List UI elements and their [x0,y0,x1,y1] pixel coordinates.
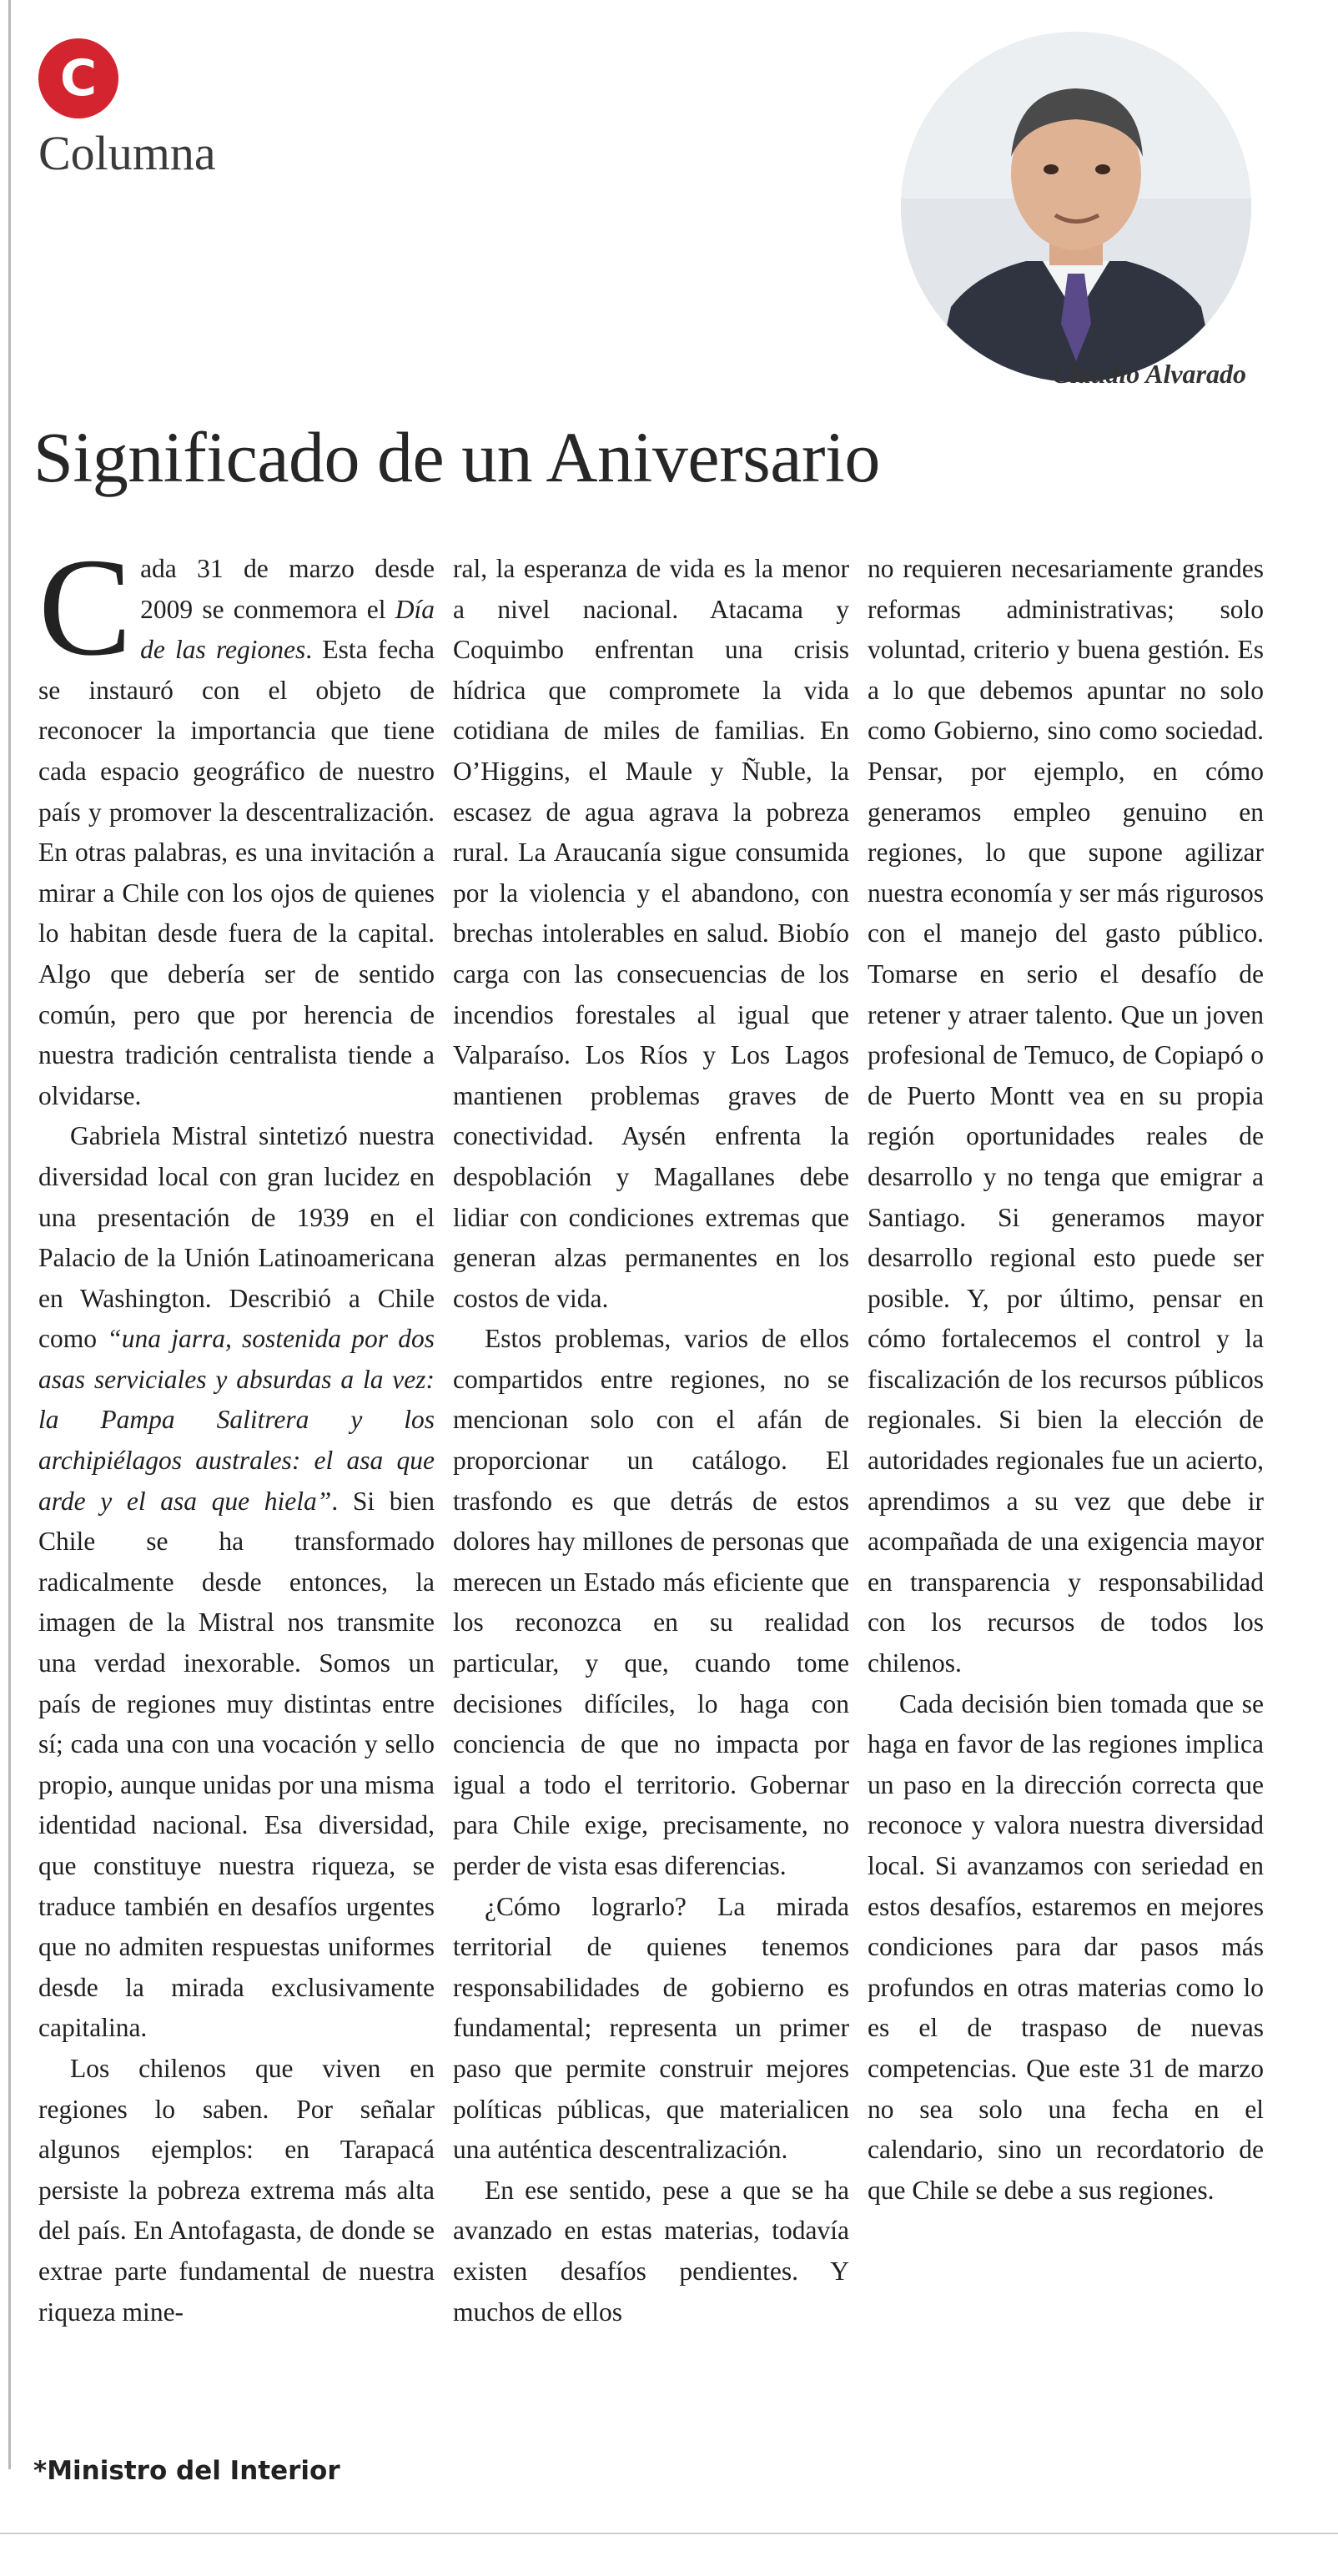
paragraph [38,1116,435,2049]
paragraph-text: ada 31 de marzo desde 2009 se conmemora el [140,554,435,624]
column-3 [868,549,1264,2332]
paragraph-text: . Esta fecha se instauró con el objeto de reconocer la importancia que tiene cada espacio geográfico de nuestro país y promover la descentralización. En otras palabras, es una invitación a mirar a Chile con los ojos de quienes lo habitan desde fuera de la capital. Algo que debería ser de sentido común, pero que por herencia de nuestra tradición centralista tiende a olvidarse. [38,635,435,1110]
emphasis-text: Día de las regiones [140,594,435,665]
author-footnote: *Ministro del Interior [33,2456,340,2486]
column-2 [453,549,849,2332]
paragraph: Estos problemas, varios de ellos compartidos entre regiones, no se mencionan solo con el afán de proporcionar un catálogo. El trasfondo es que detrás de estos dolores hay millones de personas que merecen un Estado más eficiente que los reconozca en su realidad particular, y que, cuando tome decisiones difíciles, lo haga con conciencia de que no impacta por igual a todo el territorio. Gobernar para Chile exige, precisamente, no perder de vista esas diferencias. [453,1324,849,1880]
author-name: Claudio Alvarado [1052,359,1246,389]
section-label: Columna [38,126,216,180]
drop-cap: C [38,530,133,685]
paragraph-text: Gabriela Mistral sintetizó nuestra diversidad local con gran lucidez en una presentación de 1939 en el Palacio de la Unión Latinoamericana en Washington. Describió a Chile como [38,1121,435,1354]
column-1 [38,530,435,2332]
paragraph: ral, la esperanza de vida es la menor a nivel nacional. Atacama y Coquimbo enfrentan una crisis hídrica que compromete la vida cotidiana de miles de familias. En O’Higgins, el Maule y Ñuble, la escasez de agua agrava la pobreza rural. La Araucanía sigue consumida por la violencia y el abandono, con brechas intolerables en salud. Biobío carga con las consecuencias de los incendios forestales al igual que Valparaíso. Los Ríos y Los Lagos mantienen problemas graves de conectividad. Aysén enfrenta la despoblación y Magallanes debe lidiar con condiciones extremas que generan alzas permanentes en los costos de vida. [453,554,849,1313]
left-margin-rule [8,0,11,2469]
quote-text: “una jarra, sostenida por dos asas serviciales y absurdas a la vez: la Pampa Salitrera y los archipiélagos australes: el asa que arde y el asa que hiela” [38,1324,435,1516]
paragraph-text: . Si bien Chile se ha transformado radicalmente desde entonces, la imagen de la Mistral nos transmite una verdad inexorable. Somos un país de regiones muy distintas entre sí; cada una con una vocación y sello propio, aunque unidas por una misma identidad nacional. Esa diversidad, que constituye nuestra riqueza, se traduce también en desafíos urgentes que no admiten respuestas uniformes desde la mirada exclusivamente capitalina. [38,1486,435,2043]
paragraph: Cada decisión bien tomada que se haga en favor de las regiones implica un paso en la dirección correcta que reconoce y valora nuestra diversidad local. Si avanzamos con seriedad en estos desafíos, estaremos en mejores condiciones para dar pasos más profundos en otras materias como lo es el de traspaso de nuevas competencias. Que este 31 de marzo no sea solo una fecha en el calendario, sino un recordatorio de que Chile se debe a sus regiones. [868,1688,1264,2205]
paragraph: ¿Cómo lograrlo? La mirada territorial de quienes tenemos responsabilidades de gobierno es fundamental; representa un primer paso que permite construir mejores políticas públicas, que materialicen una auténtica descentralización. [453,1891,849,2165]
paragraph: Los chilenos que viven en regiones lo saben. Por señalar algunos ejemplos: en Tarapacá persiste la pobreza extrema más alta del país. En Antofagasta, de donde se extrae parte fundamental de nuestra riqueza mine- [38,2053,435,2327]
paragraph: En ese sentido, pese a que se ha avanzado en estas materias, todavía existen desafíos pendientes. Y muchos de ellos [453,2175,849,2327]
paragraph [38,530,435,1116]
article-body [38,530,1265,2332]
portrait-illustration [901,32,1251,382]
bottom-rule [0,2533,1338,2534]
article-title: Significado de un Aniversario [33,417,880,497]
paragraph: no requieren necesariamente grandes reformas administrativas; solo voluntad, criterio y buena gestión. Es a lo que debemos apuntar no solo como Gobierno, sino como sociedad. Pensar, por ejemplo, en cómo generamos empleo genuino en regiones, lo que supone agilizar nuestra economía y ser más rigurosos con el manejo del gasto público. Tomarse en serio el desafío de retener y atraer talento. Que un joven profesional de Temuco, de Copiapó o de Puerto Montt vea en su propia región oportunidades reales de desarrollo y no tenga que emigrar a Santiago. Si generamos mayor desarrollo regional esto puede ser posible. Y, por último, pensar en cómo fortalecemos el control y la fiscalización de los recursos públicos regionales. Si bien la elección de autoridades regionales fue un acierto, aprendimos a su vez que debe ir acompañada de una exigencia mayor en transparencia y responsabilidad con los recursos de todos los chilenos. [868,554,1264,1678]
section-badge-icon [38,38,118,118]
author-portrait [901,32,1251,382]
badge-letter: C [59,49,98,108]
